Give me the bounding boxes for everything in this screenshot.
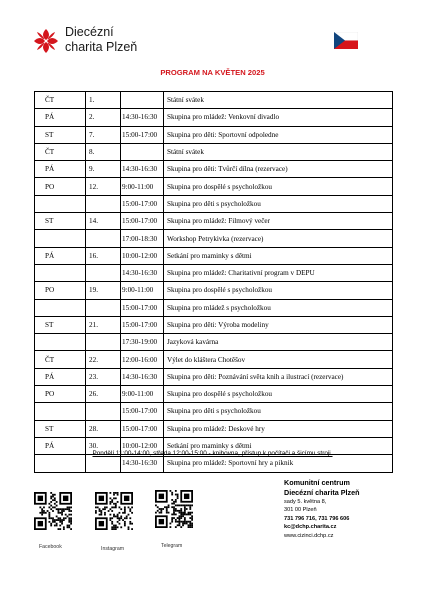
table-row bbox=[35, 195, 393, 212]
table-row bbox=[35, 368, 393, 385]
charity-cross-icon bbox=[31, 26, 61, 56]
cell-date bbox=[86, 299, 121, 316]
cell-event: Skupina pro mládež: Filmový večer bbox=[164, 213, 393, 230]
cell-day: PÁ bbox=[35, 247, 86, 264]
cell-day: ST bbox=[35, 316, 86, 333]
cell-time: 15:00-17:00 bbox=[121, 299, 164, 316]
cell-date: 12. bbox=[86, 178, 121, 195]
cell-time: 14:30-16:30 bbox=[121, 109, 164, 126]
cell-event: Skupina pro mládež: Sportovní hry a piknik bbox=[164, 455, 393, 472]
cell-day: PÁ bbox=[35, 161, 86, 178]
charity-logo bbox=[31, 22, 141, 62]
cell-time: 15:00-17:00 bbox=[121, 420, 164, 437]
cell-date: 9. bbox=[86, 161, 121, 178]
cell-date: 22. bbox=[86, 351, 121, 368]
cell-time: 10:00-12:00 bbox=[121, 247, 164, 264]
cell-time: 14:30-16:30 bbox=[121, 264, 164, 281]
cell-day bbox=[35, 403, 86, 420]
facebook-qr-code[interactable] bbox=[34, 492, 72, 530]
cell-date: 2. bbox=[86, 109, 121, 126]
table-row bbox=[35, 299, 393, 316]
cell-date: 21. bbox=[86, 316, 121, 333]
cell-date: 26. bbox=[86, 386, 121, 403]
cell-day: PÁ bbox=[35, 437, 86, 454]
cell-date bbox=[86, 230, 121, 247]
cell-day bbox=[35, 334, 86, 351]
table-row bbox=[35, 92, 393, 109]
cell-date bbox=[86, 264, 121, 281]
cell-event: Skupina pro mládež: Venkovní divadlo bbox=[164, 109, 393, 126]
cell-time: 15:00-17:00 bbox=[121, 195, 164, 212]
cell-time: 15:00-17:00 bbox=[121, 126, 164, 143]
contact-line-2: Diecézní charita Plzeň bbox=[284, 488, 360, 497]
table-row bbox=[35, 126, 393, 143]
brand-line-1: Diecézní bbox=[65, 25, 114, 39]
contact-line-1: Komunitní centrum bbox=[284, 478, 350, 487]
cell-event: Workshop Petrykivka (rezervace) bbox=[164, 230, 393, 247]
cell-date bbox=[86, 334, 121, 351]
cell-day: ČT bbox=[35, 351, 86, 368]
table-row bbox=[35, 386, 393, 403]
library-note: Pondělí 11:00-14:00, středa 12:00-15:00 - knihovna, přístup k počítači a šicímu stroji. bbox=[92, 450, 333, 457]
cell-date bbox=[86, 403, 121, 420]
cell-time: 15:00-17:00 bbox=[121, 403, 164, 420]
table-row bbox=[35, 161, 393, 178]
cell-event: Setkání pro maminky s dětmi bbox=[164, 437, 393, 454]
cell-day bbox=[35, 195, 86, 212]
cell-event: Setkání pro maminky s dětmi bbox=[164, 247, 393, 264]
cell-date: 1. bbox=[86, 92, 121, 109]
contact-address-2: 301 00 Plzeň bbox=[284, 507, 317, 514]
cell-day: ČT bbox=[35, 92, 86, 109]
cell-time: 14:30-16:30 bbox=[121, 455, 164, 472]
cell-date bbox=[86, 195, 121, 212]
cell-date: 14. bbox=[86, 213, 121, 230]
qr-label-facebook: Facebook bbox=[39, 544, 62, 550]
cell-time: 15:00-17:00 bbox=[121, 213, 164, 230]
table-row bbox=[35, 351, 393, 368]
table-row bbox=[35, 109, 393, 126]
cell-date: 28. bbox=[86, 420, 121, 437]
cell-time: 10:00-12:00 bbox=[121, 437, 164, 454]
cell-event: Skupina pro mládež: Deskové hry bbox=[164, 420, 393, 437]
cell-event: Skupina pro děti: Tvůrčí dílna (rezervace) bbox=[164, 161, 393, 178]
table-row bbox=[35, 178, 393, 195]
table-row bbox=[35, 143, 393, 160]
cell-time: 9:00-11:00 bbox=[121, 386, 164, 403]
cell-day: PÁ bbox=[35, 368, 86, 385]
cell-event: Skupina pro děti: Výroba modeliny bbox=[164, 316, 393, 333]
brand-name bbox=[65, 25, 137, 55]
contact-block bbox=[284, 478, 360, 540]
qr-label-instagram: Instagram bbox=[101, 546, 125, 552]
cell-day bbox=[35, 455, 86, 472]
contact-phones: 731 796 716, 731 796 606 bbox=[284, 515, 350, 522]
cell-event: Výlet do kláštera Chotěšov bbox=[164, 351, 393, 368]
cell-time bbox=[121, 143, 164, 160]
cell-event: Státní svátek bbox=[164, 143, 393, 160]
cell-date: 8. bbox=[86, 143, 121, 160]
schedule-table bbox=[34, 91, 393, 473]
contact-web[interactable]: www.cizinci.dchp.cz bbox=[284, 532, 334, 539]
cell-day: PO bbox=[35, 282, 86, 299]
cell-event: Jazyková kavárna bbox=[164, 334, 393, 351]
cell-event: Skupina pro dospělé s psycholožkou bbox=[164, 282, 393, 299]
table-row bbox=[35, 334, 393, 351]
contact-email[interactable]: kc@dchp.charita.cz bbox=[284, 524, 337, 531]
cell-day bbox=[35, 264, 86, 281]
cell-event: Skupina pro mládež s psycholožkou bbox=[164, 299, 393, 316]
cell-event: Skupina pro dospělé s psycholožkou bbox=[164, 386, 393, 403]
cell-event: Skupina pro dospělé s psycholožkou bbox=[164, 178, 393, 195]
cell-event: Skupina pro děti s psycholožkou bbox=[164, 403, 393, 420]
cell-day bbox=[35, 230, 86, 247]
contact-address-1: sady 5. května 8, bbox=[284, 499, 327, 505]
cell-day bbox=[35, 299, 86, 316]
cell-day: ST bbox=[35, 126, 86, 143]
cell-time: 12:00-16:00 bbox=[121, 351, 164, 368]
cell-day: PÁ bbox=[35, 109, 86, 126]
cell-event: Skupina pro děti: Poznávání světa knih a ilustrací (rezervace) bbox=[164, 368, 393, 385]
cell-day: PO bbox=[35, 178, 86, 195]
cell-time: 15:00-17:00 bbox=[121, 316, 164, 333]
cell-time: 17:00-18:30 bbox=[121, 230, 164, 247]
cell-day: ST bbox=[35, 420, 86, 437]
cell-date: 23. bbox=[86, 368, 121, 385]
czech-flag-icon bbox=[334, 32, 358, 49]
telegram-qr-code[interactable] bbox=[155, 490, 193, 528]
qr-label-telegram: Telegram bbox=[161, 543, 183, 549]
table-row bbox=[35, 282, 393, 299]
table-row bbox=[35, 316, 393, 333]
table-row bbox=[35, 455, 393, 472]
cell-time: 9:00-11:00 bbox=[121, 282, 164, 299]
brand-line-2: charita Plzeň bbox=[65, 40, 138, 54]
cell-event: Skupina pro děti s psycholožkou bbox=[164, 195, 393, 212]
cell-day: ST bbox=[35, 213, 86, 230]
table-row bbox=[35, 247, 393, 264]
cell-time: 14:30-16:30 bbox=[121, 368, 164, 385]
table-row bbox=[35, 403, 393, 420]
cell-date: 7. bbox=[86, 126, 121, 143]
cell-time: 17:30-19:00 bbox=[121, 334, 164, 351]
cell-event: Skupina pro děti: Sportovní odpoledne bbox=[164, 126, 393, 143]
table-row bbox=[35, 420, 393, 437]
cell-day: ČT bbox=[35, 143, 86, 160]
cell-event: Státní svátek bbox=[164, 92, 393, 109]
cell-day: PO bbox=[35, 386, 86, 403]
page-title: PROGRAM NA KVĚTEN 2025 bbox=[160, 68, 265, 77]
cell-date: 19. bbox=[86, 282, 121, 299]
instagram-qr-code[interactable] bbox=[95, 492, 133, 530]
cell-date: 16. bbox=[86, 247, 121, 264]
cell-time bbox=[121, 92, 164, 109]
cell-date bbox=[86, 455, 121, 472]
cell-time: 9:00-11:00 bbox=[121, 178, 164, 195]
table-row bbox=[35, 264, 393, 281]
cell-event: Skupina pro mládež: Charitativní program v DEPU bbox=[164, 264, 393, 281]
cell-time: 14:30-16:30 bbox=[121, 161, 164, 178]
table-row bbox=[35, 230, 393, 247]
cell-date: 30. bbox=[86, 437, 121, 454]
table-row bbox=[35, 213, 393, 230]
